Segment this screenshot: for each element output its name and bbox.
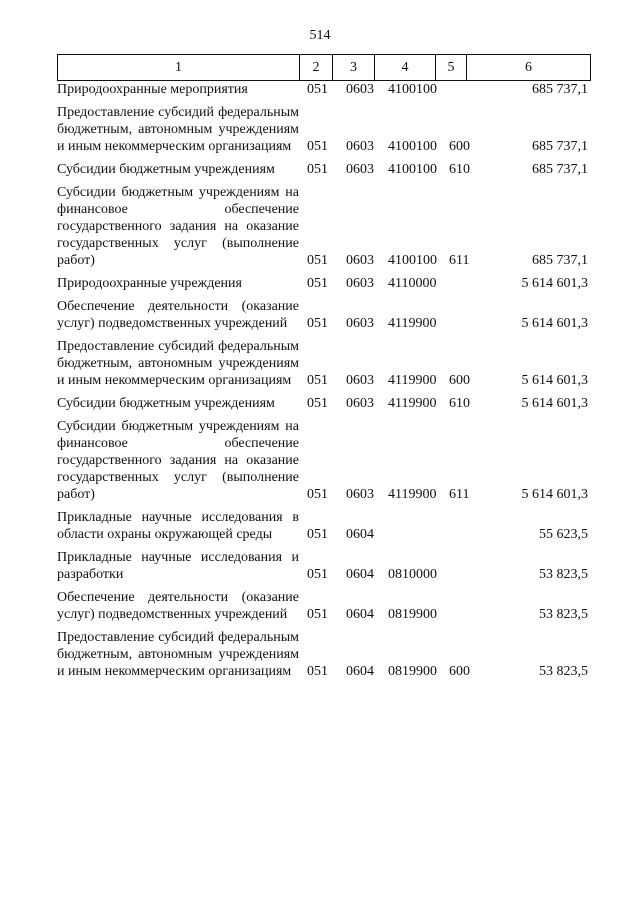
row-amount: 53 823,5 — [539, 607, 588, 622]
row-name: Обеспечение деятельности (оказание услуг) подведомственных учреждений — [57, 299, 299, 331]
row-code-4: 4100100 — [388, 253, 437, 268]
row-name: Субсидии бюджетным учреждениям — [57, 396, 275, 411]
column-header-3: 3 — [333, 55, 375, 81]
row-code-3: 0603 — [346, 276, 374, 291]
row-name: Субсидии бюджетным учреждениям — [57, 162, 275, 177]
row-code-3: 0604 — [346, 607, 374, 622]
row-name: Прикладные научные исследования в области охраны окружающей среды — [57, 510, 299, 542]
table-row — [57, 509, 590, 543]
row-code-3: 0603 — [346, 487, 374, 502]
table-row — [57, 395, 590, 412]
row-name: Природоохранные учреждения — [57, 276, 242, 291]
row-code-3: 0603 — [346, 253, 374, 268]
row-code-3: 0603 — [346, 316, 374, 331]
table-row — [57, 549, 590, 583]
row-code-2: 051 — [307, 373, 328, 388]
row-amount: 53 823,5 — [539, 567, 588, 582]
row-code-2: 051 — [307, 316, 328, 331]
row-code-2: 051 — [307, 139, 328, 154]
row-code-3: 0603 — [346, 396, 374, 411]
row-name: Природоохранные мероприятия — [57, 82, 248, 97]
table-row — [57, 81, 590, 98]
row-code-4: 4100100 — [388, 139, 437, 154]
budget-rows — [57, 81, 590, 686]
column-header-6: 6 — [467, 55, 591, 81]
table-row — [57, 104, 590, 155]
row-amount: 55 623,5 — [539, 527, 588, 542]
table-row — [57, 629, 590, 680]
table-row — [57, 589, 590, 623]
row-code-5: 610 — [449, 162, 470, 177]
table-row — [57, 418, 590, 503]
row-code-2: 051 — [307, 253, 328, 268]
row-code-4: 0810000 — [388, 567, 437, 582]
row-name: Предоставление субсидий федеральным бюджетным, автономным учреждениям и иным некоммерческим организациям — [57, 105, 299, 154]
row-code-4: 0819900 — [388, 607, 437, 622]
table-row — [57, 161, 590, 178]
row-code-3: 0603 — [346, 139, 374, 154]
row-code-4: 4119900 — [388, 316, 437, 331]
row-code-2: 051 — [307, 396, 328, 411]
row-code-5: 611 — [449, 487, 470, 502]
row-code-5: 600 — [449, 664, 470, 679]
table-row — [57, 298, 590, 332]
column-header-table — [57, 54, 591, 81]
row-name: Прикладные научные исследования и разработки — [57, 550, 299, 582]
row-amount: 5 614 601,3 — [521, 373, 588, 388]
row-code-2: 051 — [307, 487, 328, 502]
row-name: Субсидии бюджетным учреждениям на финансовое обеспечение государственного задания на оказание государственных услуг (выполнение работ) — [57, 419, 299, 502]
row-code-3: 0604 — [346, 527, 374, 542]
row-code-2: 051 — [307, 567, 328, 582]
row-code-4: 0819900 — [388, 664, 437, 679]
row-code-4: 4119900 — [388, 487, 437, 502]
table-row — [57, 275, 590, 292]
row-code-5: 600 — [449, 373, 470, 388]
row-amount: 685 737,1 — [532, 139, 588, 154]
row-amount: 5 614 601,3 — [521, 276, 588, 291]
row-code-2: 051 — [307, 276, 328, 291]
row-amount: 53 823,5 — [539, 664, 588, 679]
column-header-1: 1 — [58, 55, 300, 81]
row-amount: 685 737,1 — [532, 82, 588, 97]
row-name: Предоставление субсидий федеральным бюджетным, автономным учреждениям и иным некоммерческим организациям — [57, 339, 299, 388]
row-code-5: 611 — [449, 253, 470, 268]
row-amount: 5 614 601,3 — [521, 396, 588, 411]
row-amount: 685 737,1 — [532, 162, 588, 177]
row-code-2: 051 — [307, 527, 328, 542]
row-code-5: 600 — [449, 139, 470, 154]
column-header-row — [58, 55, 591, 81]
row-code-3: 0603 — [346, 162, 374, 177]
row-amount: 5 614 601,3 — [521, 487, 588, 502]
row-code-4: 4119900 — [388, 373, 437, 388]
row-code-2: 051 — [307, 82, 328, 97]
row-code-4: 4119900 — [388, 396, 437, 411]
row-name: Предоставление субсидий федеральным бюджетным, автономным учреждениям и иным некоммерческим организациям — [57, 630, 299, 679]
row-code-3: 0604 — [346, 567, 374, 582]
row-code-3: 0603 — [346, 373, 374, 388]
row-code-3: 0604 — [346, 664, 374, 679]
row-code-4: 4110000 — [388, 276, 437, 291]
column-header-2: 2 — [300, 55, 333, 81]
column-header-5: 5 — [436, 55, 467, 81]
page-number: 514 — [309, 28, 331, 43]
row-name: Субсидии бюджетным учреждениям на финансовое обеспечение государственного задания на оказание государственных услуг (выполнение работ) — [57, 185, 299, 268]
row-code-3: 0603 — [346, 82, 374, 97]
row-amount: 685 737,1 — [532, 253, 588, 268]
row-code-2: 051 — [307, 664, 328, 679]
row-code-2: 051 — [307, 607, 328, 622]
table-row — [57, 184, 590, 269]
column-header-4: 4 — [375, 55, 436, 81]
row-name: Обеспечение деятельности (оказание услуг) подведомственных учреждений — [57, 590, 299, 622]
table-row — [57, 338, 590, 389]
row-code-2: 051 — [307, 162, 328, 177]
row-code-4: 4100100 — [388, 82, 437, 97]
row-amount: 5 614 601,3 — [521, 316, 588, 331]
row-code-5: 610 — [449, 396, 470, 411]
row-code-4: 4100100 — [388, 162, 437, 177]
